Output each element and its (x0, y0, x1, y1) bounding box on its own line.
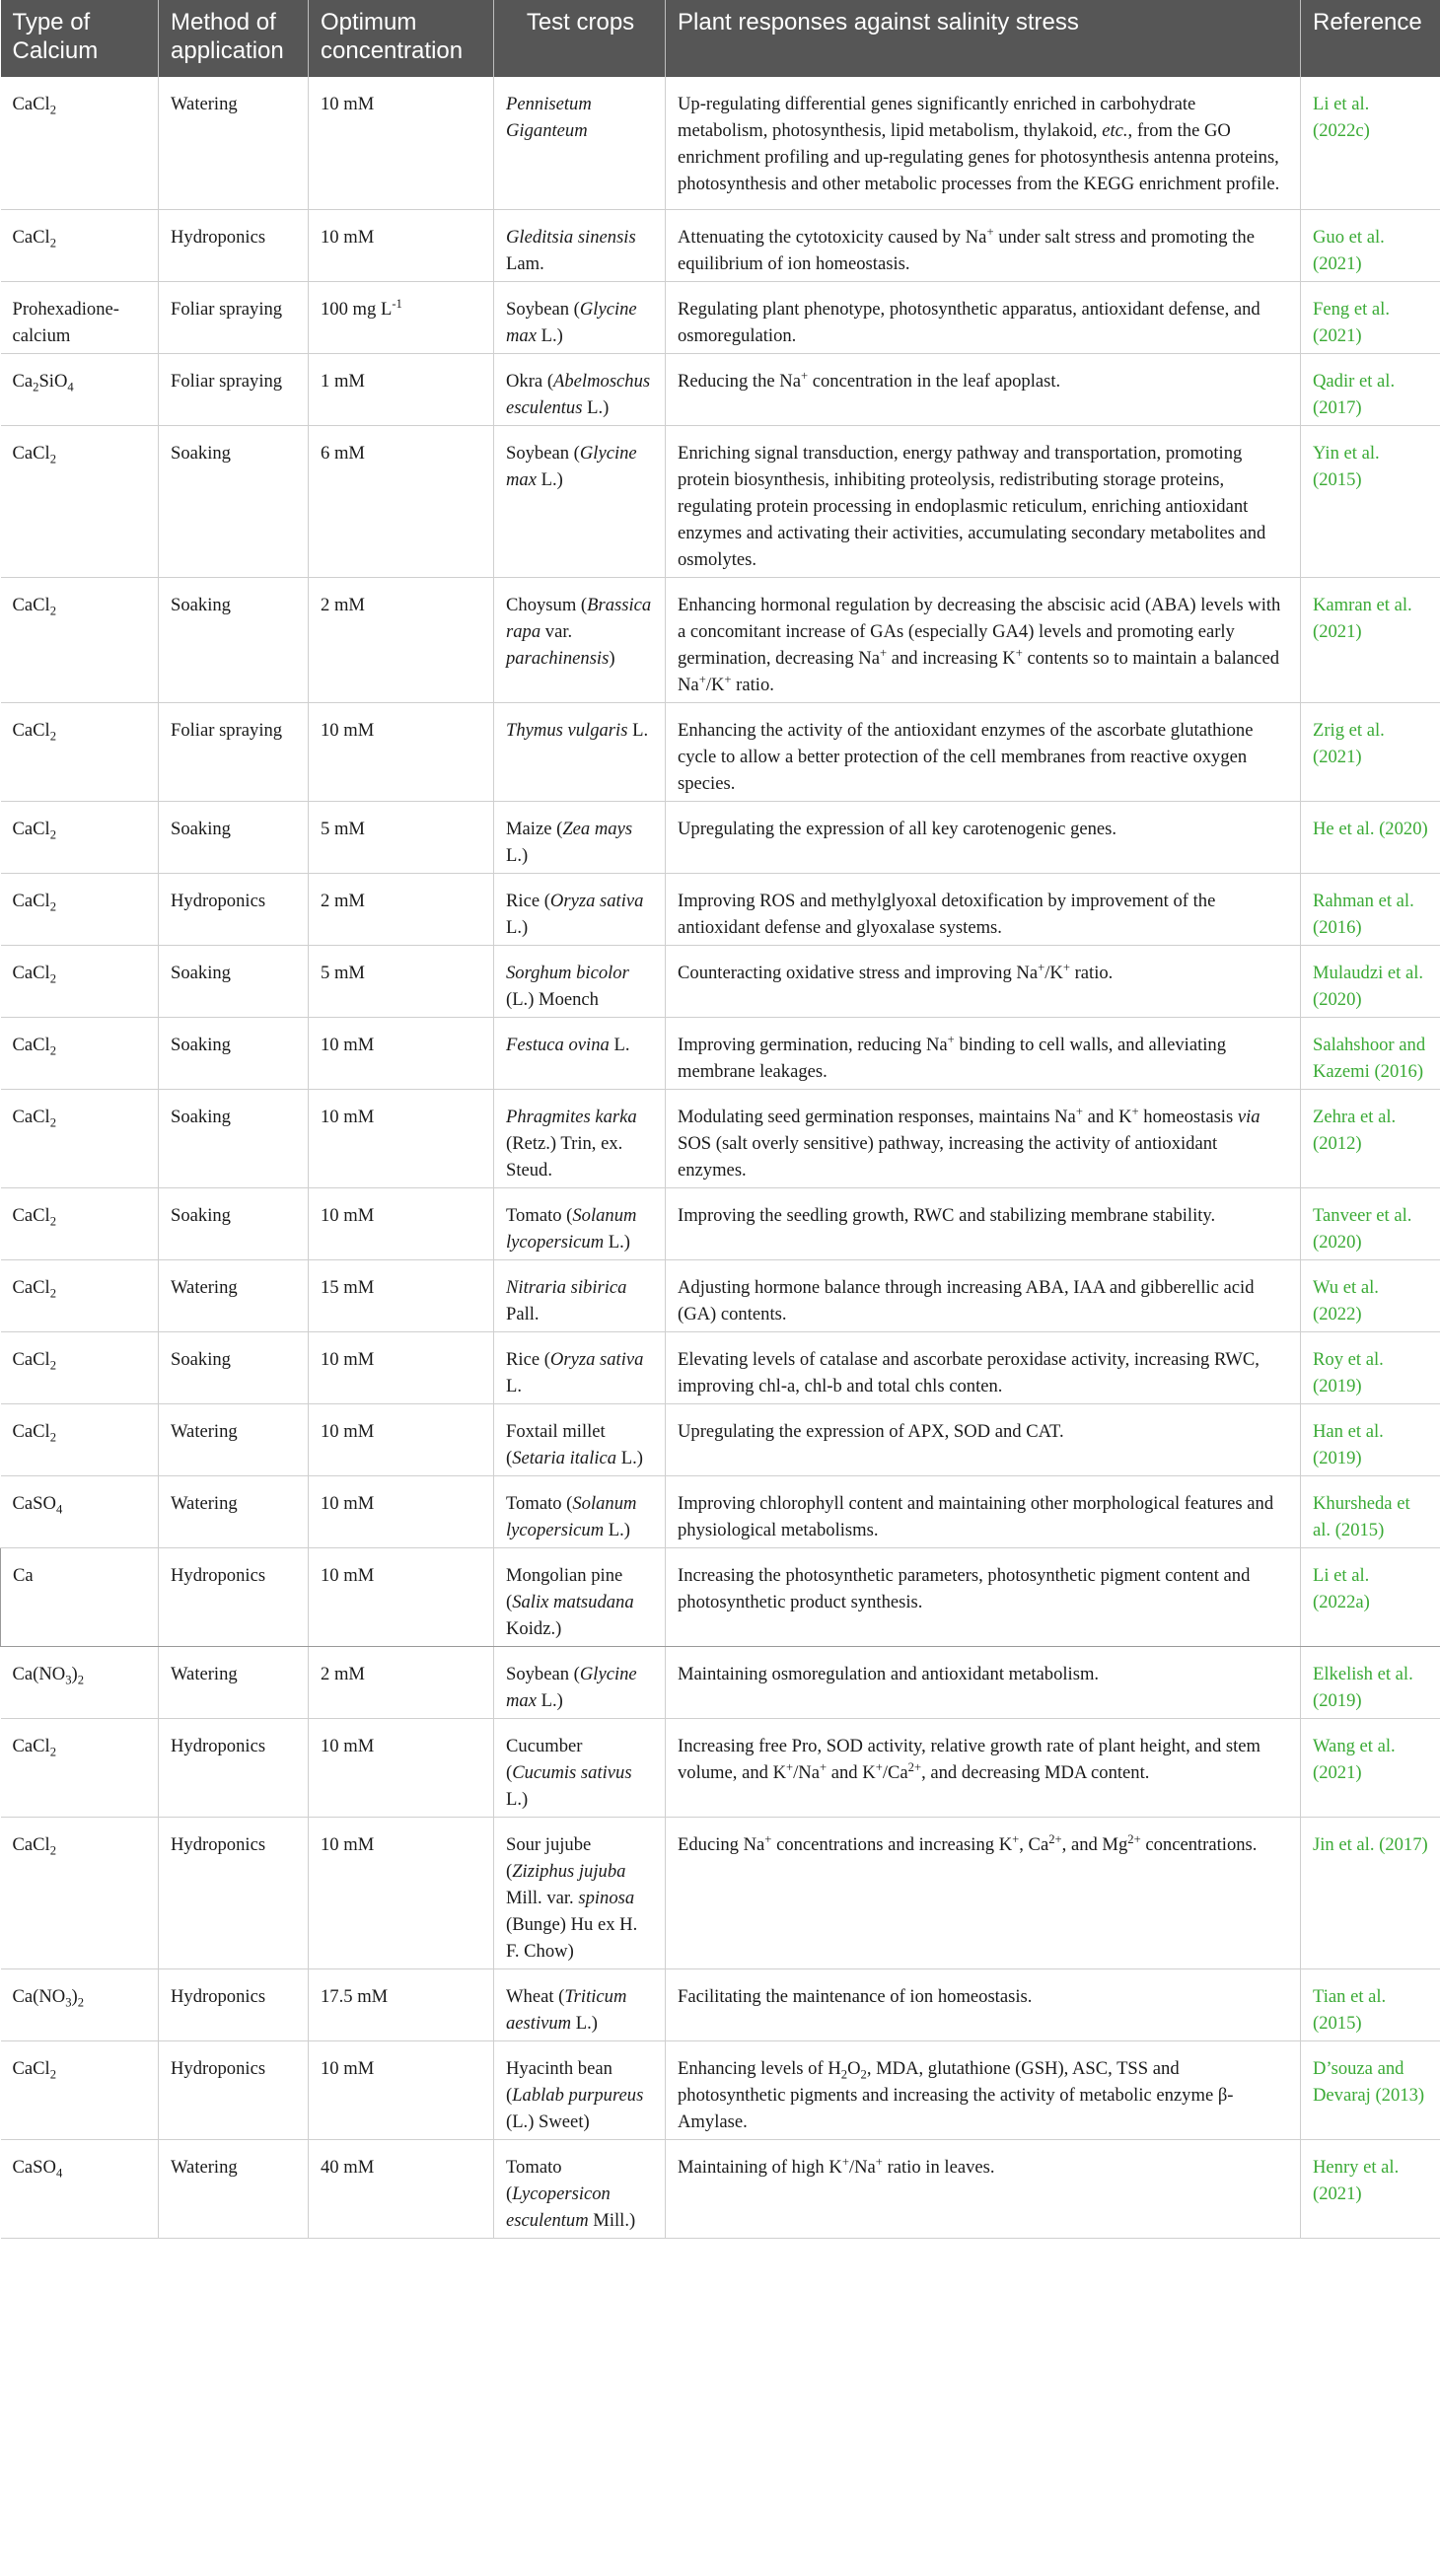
calcium-type-cell: CaCl$_2$ (1, 1817, 159, 1968)
header-test-crops: Test crops (494, 0, 666, 77)
calcium-type-cell: CaCl$_2$ (1, 1259, 159, 1331)
reference-link[interactable]: Han et al. (2019) (1301, 1403, 1440, 1475)
table-row (1, 1017, 1440, 1089)
method-cell: Hydroponics (159, 1547, 309, 1646)
test-crop-cell: Okra (Abelmoschus esculentus L.) (494, 353, 666, 425)
calcium-formula-subscript: 3 (65, 1995, 72, 2010)
response-text-superscript: 2+ (1048, 1831, 1062, 1846)
calcium-type-cell: CaCl$_2$ (1, 1017, 159, 1089)
crop-name-italic: Glycine max (506, 298, 637, 346)
reference-link[interactable]: Zrig et al. (2021) (1301, 702, 1440, 801)
reference-link[interactable]: Qadir et al. (2017) (1301, 353, 1440, 425)
method-cell: Foliar spraying (159, 281, 309, 353)
concentration-cell: 2 mM (309, 577, 494, 702)
response-text-italic: via (1237, 1106, 1260, 1127)
crop-name-italic: Zea mays (562, 818, 633, 839)
crop-name-italic: Cucumis sativus (512, 1761, 632, 1783)
reference-link[interactable]: Li et al. (2022a) (1301, 1547, 1440, 1646)
calcium-formula-subscript: 3 (65, 1673, 72, 1687)
plant-response-cell: Enhancing hormonal regulation by decreasing the abscisic acid (ABA) levels with a concomitant increase of GAs (especially GA4) levels and promoting early germination, decreasing Na+ and increasing K+ contents so to maintain a balanced Na+/K+ ratio. (666, 577, 1301, 702)
crop-name-italic: parachinensis (506, 647, 610, 669)
calcium-formula-subscript: 2 (77, 1995, 85, 2010)
calcium-formula-subscript: 2 (49, 2067, 57, 2082)
calcium-formula-subscript: 2 (49, 729, 57, 744)
calcium-type-cell: CaCl$_2$ (1, 577, 159, 702)
calcium-formula-subscript: 2 (49, 1430, 57, 1445)
plant-response-cell: Elevating levels of catalase and ascorbate peroxidase activity, increasing RWC, improving chl-a, chl-b and total chls conten. (666, 1331, 1301, 1403)
method-cell: Soaking (159, 425, 309, 577)
method-cell: Hydroponics (159, 873, 309, 945)
method-cell: Soaking (159, 945, 309, 1017)
concentration-cell: 10 mM (309, 1547, 494, 1646)
calcium-formula-subscript: 2 (33, 380, 39, 394)
calcium-type-cell: CaCl$_2$ (1, 801, 159, 873)
response-text-superscript: + (1062, 960, 1070, 974)
calcium-type-cell: Prohexadione-calcium (1, 281, 159, 353)
reference-link[interactable]: Mulaudzi et al. (2020) (1301, 945, 1440, 1017)
test-crop-cell: Foxtail millet (Setaria italica L.) (494, 1403, 666, 1475)
table-row (1, 577, 1440, 702)
test-crop-cell: Mongolian pine (Salix matsudana Koidz.) (494, 1547, 666, 1646)
crop-name-italic: Triticum aestivum (506, 1985, 627, 2034)
response-text-subscript: 2 (860, 2067, 867, 2082)
plant-response-cell: Enhancing the activity of the antioxidant enzymes of the ascorbate glutathione cycle to allow a better protection of the cell membranes from reactive oxygen species. (666, 702, 1301, 801)
method-cell: Watering (159, 1646, 309, 1718)
calcium-formula-subscript: 2 (49, 452, 57, 466)
crop-name-italic: Glycine max (506, 442, 637, 490)
method-cell: Watering (159, 77, 309, 209)
calcium-type-cell: $Ca(NO_3)_2$ (1, 1968, 159, 2040)
concentration-cell: 10 mM (309, 1017, 494, 1089)
plant-response-cell: Upregulating the expression of APX, SOD and CAT. (666, 1403, 1301, 1475)
table-row (1, 1403, 1440, 1475)
concentration-cell: 5 mM (309, 801, 494, 873)
response-text-superscript: + (1131, 1104, 1139, 1118)
crop-name-italic: Glycine max (506, 1663, 637, 1711)
method-cell: Watering (159, 1475, 309, 1547)
calcium-formula-subscript: 2 (49, 1214, 57, 1229)
calcium-type-cell: CaCl$_2$ (1, 2040, 159, 2139)
reference-link[interactable]: He et al. (2020) (1301, 801, 1440, 873)
response-text-superscript: + (800, 368, 809, 383)
calcium-type-cell: CaCl$_2$ (1, 425, 159, 577)
plant-response-cell: Upregulating the expression of all key carotenogenic genes. (666, 801, 1301, 873)
response-text-superscript: + (875, 2154, 883, 2169)
test-crop-cell (494, 77, 666, 209)
concentration-cell: 10 mM (309, 1475, 494, 1547)
calcium-formula-subscript: 2 (49, 1043, 57, 1058)
reference-link[interactable]: Kamran et al. (2021) (1301, 577, 1440, 702)
reference-link[interactable]: Henry et al. (2021) (1301, 2139, 1440, 2238)
table-row (1, 801, 1440, 873)
table-row (1, 1259, 1440, 1331)
plant-response-cell: Attenuating the cytotoxicity caused by Na+ under salt stress and promoting the equilibrium of ion homeostasis. (666, 209, 1301, 281)
plant-response-cell: Increasing free Pro, SOD activity, relative growth rate of plant height, and stem volume, and K+/Na+ and $K^+/Ca^{2+}$, and decreasing MDA content. (666, 1718, 1301, 1817)
plant-response-cell: Maintaining osmoregulation and antioxidant metabolism. (666, 1646, 1301, 1718)
calcium-type-cell: CaSO$_4$ (1, 2139, 159, 2238)
reference-link[interactable]: Jin et al. (2017) (1301, 1817, 1440, 1968)
calcium-formula-subscript: 2 (49, 103, 57, 117)
method-cell: Soaking (159, 1187, 309, 1259)
response-text-superscript: + (1038, 960, 1045, 974)
response-text-superscript: + (879, 645, 888, 660)
test-crop-cell: Hyacinth bean (Lablab purpureus (L.) Sweet) (494, 2040, 666, 2139)
test-crop-cell: Phragmites karka (Retz.) Trin, ex. Steud. (494, 1089, 666, 1187)
concentration-cell: 2 mM (309, 873, 494, 945)
reference-link[interactable]: Salahshoor and Kazemi (2016) (1301, 1017, 1440, 1089)
plant-response-cell: Facilitating the maintenance of ion homeostasis. (666, 1968, 1301, 2040)
crop-name-italic: Gleditsia sinensis (506, 226, 636, 248)
concentration-cell: 100 mg $L^{-1}$ (309, 281, 494, 353)
concentration-cell: 10 mM (309, 1403, 494, 1475)
response-text-superscript: + (698, 672, 706, 686)
test-crop-cell: Cucumber (Cucumis sativus L.) (494, 1718, 666, 1817)
crop-name-italic: Pennisetum Giganteum (506, 94, 592, 141)
crop-name-italic: Phragmites karka (506, 1106, 637, 1127)
calcium-type-cell: CaCl$_2$ (1, 1403, 159, 1475)
table-row (1, 77, 1440, 209)
concentration-cell: 10 mM (309, 1187, 494, 1259)
calcium-type-cell: CaCl$_2$ (1, 702, 159, 801)
reference-link[interactable]: Rahman et al. (2016) (1301, 873, 1440, 945)
table-body (1, 77, 1440, 2238)
concentration-cell: 10 mM (309, 1718, 494, 1817)
plant-response-cell: Increasing the photosynthetic parameters, photosynthetic pigment content and photosynthetic product synthesis. (666, 1547, 1301, 1646)
concentration-cell: 10 mM (309, 702, 494, 801)
plant-response-cell: Improving the seedling growth, RWC and stabilizing membrane stability. (666, 1187, 1301, 1259)
concentration-cell: 40 mM (309, 2139, 494, 2238)
table-row (1, 1968, 1440, 2040)
method-cell: Soaking (159, 1331, 309, 1403)
crop-name-italic: Ziziphus jujuba (512, 1860, 626, 1882)
reference-link[interactable]: Roy et al. (2019) (1301, 1331, 1440, 1403)
method-cell: Soaking (159, 801, 309, 873)
calcium-formula-subscript: 2 (49, 1745, 57, 1759)
table-row (1, 1475, 1440, 1547)
reference-link[interactable]: Yin et al. (2015) (1301, 425, 1440, 577)
response-text-superscript: 2+ (907, 1759, 922, 1774)
response-text-superscript: + (875, 1759, 883, 1774)
concentration-cell: 10 mM (309, 77, 494, 209)
reference-link[interactable]: D’souza and Devaraj (2013) (1301, 2040, 1440, 2139)
test-crop-cell: Nitraria sibirica Pall. (494, 1259, 666, 1331)
reference-link[interactable]: Wu et al. (2022) (1301, 1259, 1440, 1331)
calcium-type-cell: CaSO$_4$ (1, 1475, 159, 1547)
plant-response-cell: Adjusting hormone balance through increasing ABA, IAA and gibberellic acid (GA) contents. (666, 1259, 1301, 1331)
calcium-type-cell: CaCl$_2$ (1, 1331, 159, 1403)
crop-name-italic: Salix matsudana (512, 1591, 634, 1612)
table-row (1, 1331, 1440, 1403)
method-cell: Soaking (159, 1017, 309, 1089)
calcium-type-cell: $Ca_2SiO_4$ (1, 353, 159, 425)
test-crop-cell: Choysum (Brassica rapa var. parachinensis) (494, 577, 666, 702)
table-row (1, 209, 1440, 281)
test-crop-cell: Festuca ovina L. (494, 1017, 666, 1089)
plant-response-cell: Maintaining of high K+/Na+ ratio in leaves. (666, 2139, 1301, 2238)
concentration-cell: 6 mM (309, 425, 494, 577)
response-text-subscript: 2 (840, 2067, 848, 2082)
plant-response-cell: Improving chlorophyll content and maintaining other morphological features and physiological metabolisms. (666, 1475, 1301, 1547)
reference-link[interactable]: Zehra et al. (2012) (1301, 1089, 1440, 1187)
calcium-type-cell: CaCl$_2$ (1, 77, 159, 209)
method-cell: Hydroponics (159, 209, 309, 281)
test-crop-cell: Soybean (Glycine max L.) (494, 1646, 666, 1718)
response-text-superscript: + (986, 224, 994, 239)
concentration-cell: 1 mM (309, 353, 494, 425)
concentration-cell: 10 mM (309, 1817, 494, 1968)
concentration-cell: 17.5 mM (309, 1968, 494, 2040)
method-cell: Watering (159, 1259, 309, 1331)
reference-link[interactable]: Guo et al. (2021) (1301, 209, 1440, 281)
plant-response-cell: Up-regulating differential genes significantly enriched in carbohydrate metabolism, photosynthesis, lipid metabolism, thylakoid, etc., from the GO enrichment profiling and up-regulating genes for photosynthesis antenna proteins, photosynthesis and other metabolic processes from the KEGG enrichment profile. (666, 77, 1301, 209)
response-text-superscript: + (764, 1831, 772, 1846)
plant-response-cell: Enhancing levels of $H_2O_2$, MDA, glutathione (GSH), ASC, TSS and photosynthetic pigments and increasing the activity of metabolic enzyme β-Amylase. (666, 2040, 1301, 2139)
table-row (1, 1817, 1440, 1968)
calcium-formula-subscript: 2 (49, 1286, 57, 1301)
response-text-superscript: + (819, 1759, 828, 1774)
header-reference: Reference (1301, 0, 1440, 77)
header-optimum-concentration: Optimum concentration (309, 0, 494, 77)
crop-name-italic: Abelmoschus esculentus (506, 370, 651, 418)
response-text-superscript: + (947, 1032, 955, 1046)
response-text-superscript: + (1075, 1104, 1083, 1118)
test-crop-cell: Soybean (Glycine max L.) (494, 281, 666, 353)
calcium-formula-subscript: 2 (49, 899, 57, 914)
crop-name-italic: Thymus vulgaris (506, 719, 628, 741)
method-cell: Foliar spraying (159, 702, 309, 801)
concentration-cell: 10 mM (309, 209, 494, 281)
concentration-cell: 5 mM (309, 945, 494, 1017)
calcium-formula-subscript: 4 (55, 1502, 63, 1517)
reference-link[interactable]: Elkelish et al. (2019) (1301, 1646, 1440, 1718)
calcium-formula-subscript: 2 (77, 1673, 85, 1687)
test-crop-cell: Sorghum bicolor (L.) Moench (494, 945, 666, 1017)
plant-response-cell: Educing Na+ concentrations and increasing K+, $Ca^{2+}$, and $Mg^{2+}$ concentrations. (666, 1817, 1301, 1968)
reference-link[interactable]: Li et al. (2022c) (1301, 77, 1440, 209)
reference-link[interactable]: Wang et al. (2021) (1301, 1718, 1440, 1817)
response-text-superscript: + (786, 1759, 794, 1774)
crop-name-italic: Lycopersicon esculentum (506, 2182, 611, 2231)
test-crop-cell: Maize (Zea mays L.) (494, 801, 666, 873)
plant-response-cell: Counteracting oxidative stress and improving Na+/K+ ratio. (666, 945, 1301, 1017)
calcium-formula-subscript: 2 (49, 971, 57, 986)
method-cell: Hydroponics (159, 1968, 309, 2040)
concentration-cell: 2 mM (309, 1646, 494, 1718)
response-text-superscript: + (1012, 1831, 1020, 1846)
calcium-type-cell: CaCl$_2$ (1, 1718, 159, 1817)
plant-response-cell: Reducing the Na+ concentration in the leaf apoplast. (666, 353, 1301, 425)
calcium-type-cell: Ca (1, 1547, 159, 1646)
calcium-formula-subscript: 2 (49, 1843, 57, 1858)
response-text-italic: etc. (1102, 120, 1128, 141)
table-row (1, 281, 1440, 353)
calcium-type-cell: CaCl$_2$ (1, 945, 159, 1017)
crop-name-italic: Nitraria sibirica (506, 1276, 627, 1298)
crop-name-italic: Festuca ovina (506, 1034, 610, 1055)
crop-name-italic: Oryza sativa (549, 890, 644, 911)
test-crop-cell: Gleditsia sinensis Lam. (494, 209, 666, 281)
response-text-superscript: 2+ (1127, 1831, 1141, 1846)
concentration-cell: 10 mM (309, 1331, 494, 1403)
test-crop-cell: Tomato (Solanum lycopersicum L.) (494, 1187, 666, 1259)
unit-superscript: -1 (392, 296, 402, 311)
response-text-superscript: + (724, 672, 732, 686)
calcium-formula-subscript: 2 (49, 1115, 57, 1130)
header-plant-responses: Plant responses against salinity stress (666, 0, 1301, 77)
table-row (1, 873, 1440, 945)
method-cell: Hydroponics (159, 1817, 309, 1968)
calcium-type-cell: CaCl$_2$ (1, 209, 159, 281)
crop-name-italic: Solanum lycopersicum (506, 1204, 637, 1252)
calcium-formula-subscript: 2 (49, 827, 57, 842)
reference-link[interactable]: Khursheda et al. (2015) (1301, 1475, 1440, 1547)
crop-name-italic: Lablab purpureus (512, 2084, 644, 2106)
table-row (1, 945, 1440, 1017)
crop-name-italic: Brassica rapa (506, 594, 652, 642)
method-cell: Soaking (159, 577, 309, 702)
table-row (1, 353, 1440, 425)
table-row (1, 1646, 1440, 1718)
table-row (1, 1187, 1440, 1259)
plant-response-cell: Modulating seed germination responses, maintains Na+ and K+ homeostasis via SOS (salt overly sensitive) pathway, increasing the activity of antioxidant enzymes. (666, 1089, 1301, 1187)
calcium-formula-subscript: 2 (49, 1358, 57, 1373)
test-crop-cell: Sour jujube (Ziziphus jujuba Mill. var. spinosa (Bunge) Hu ex H. F. Chow) (494, 1817, 666, 1968)
reference-link[interactable]: Tian et al. (2015) (1301, 1968, 1440, 2040)
test-crop-cell: Tomato (Lycopersicon esculentum Mill.) (494, 2139, 666, 2238)
calcium-formula-subscript: 2 (49, 236, 57, 250)
test-crop-cell: Thymus vulgaris L. (494, 702, 666, 801)
test-crop-cell: Rice (Oryza sativa L. (494, 1331, 666, 1403)
method-cell: Hydroponics (159, 1718, 309, 1817)
table-row (1, 2139, 1440, 2238)
plant-response-cell: Regulating plant phenotype, photosynthetic apparatus, antioxidant defense, and osmoregulation. (666, 281, 1301, 353)
reference-link[interactable]: Tanveer et al. (2020) (1301, 1187, 1440, 1259)
crop-name-italic: Sorghum bicolor (506, 962, 629, 983)
crop-name-italic: Setaria italica (512, 1447, 617, 1468)
concentration-cell: 15 mM (309, 1259, 494, 1331)
header-type-of-calcium: Type of Calcium (1, 0, 159, 77)
method-cell: Foliar spraying (159, 353, 309, 425)
header-row (1, 0, 1440, 77)
header-method-of-application: Method of application (159, 0, 309, 77)
calcium-formula-subscript: 4 (55, 2166, 63, 2181)
plant-response-cell: Improving germination, reducing Na+ binding to cell walls, and alleviating membrane leakages. (666, 1017, 1301, 1089)
method-cell: Soaking (159, 1089, 309, 1187)
concentration-cell: 10 mM (309, 1089, 494, 1187)
table-row (1, 2040, 1440, 2139)
table-row (1, 702, 1440, 801)
response-text-superscript: + (1015, 645, 1023, 660)
plant-response-cell: Improving ROS and methylglyoxal detoxification by improvement of the antioxidant defense and glyoxalase systems. (666, 873, 1301, 945)
crop-name-italic: Solanum lycopersicum (506, 1492, 637, 1540)
table-row (1, 1089, 1440, 1187)
method-cell: Watering (159, 2139, 309, 2238)
calcium-type-cell: CaCl$_2$ (1, 873, 159, 945)
response-text-superscript: + (841, 2154, 849, 2169)
concentration-cell: 10 mM (309, 2040, 494, 2139)
calcium-type-cell: CaCl$_2$ (1, 1089, 159, 1187)
test-crop-cell: Tomato (Solanum lycopersicum L.) (494, 1475, 666, 1547)
table-row (1, 1547, 1440, 1646)
table-row (1, 1718, 1440, 1817)
calcium-formula-subscript: 4 (67, 380, 74, 394)
test-crop-cell: Wheat (Triticum aestivum L.) (494, 1968, 666, 2040)
table-row (1, 425, 1440, 577)
method-cell: Hydroponics (159, 2040, 309, 2139)
method-cell: Watering (159, 1403, 309, 1475)
crop-name-italic: Oryza sativa (549, 1348, 644, 1370)
plant-response-cell: Enriching signal transduction, energy pathway and transportation, promoting protein biosynthesis, inhibiting proteolysis, redistributing storage proteins, regulating protein processing in endoplasmic reticulum, enriching antioxidant enzymes and activating their activities, accumulating secondary metabolites and osmolytes. (666, 425, 1301, 577)
calcium-type-cell: $Ca(NO_3)_2$ (1, 1646, 159, 1718)
test-crop-cell: Soybean (Glycine max L.) (494, 425, 666, 577)
reference-link[interactable]: Feng et al. (2021) (1301, 281, 1440, 353)
calcium-formula-subscript: 2 (49, 604, 57, 618)
test-crop-cell: Rice (Oryza sativa L.) (494, 873, 666, 945)
crop-name-italic: spinosa (578, 1887, 635, 1908)
calcium-type-cell: CaCl$_2$ (1, 1187, 159, 1259)
